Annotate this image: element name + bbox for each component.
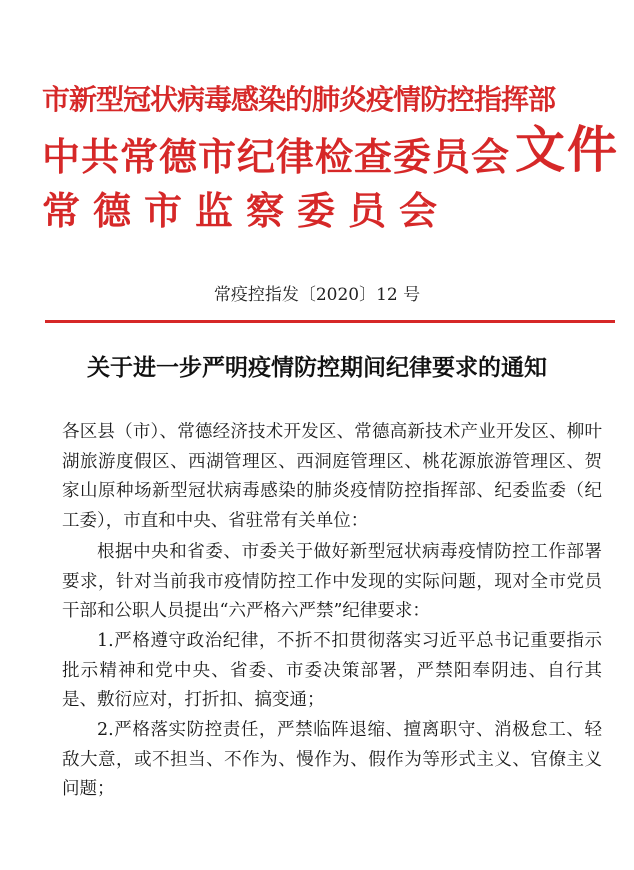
document-title: 关于进一步严明疫情防控期间纪律要求的通知 [87,354,547,381]
issuer-line-1: 市新型冠状病毒感染的肺炎疫情防控指挥部 [42,83,556,116]
body-paragraph-item-1: 1.严格遵守政治纪律，不折不扣贯彻落实习近平总书记重要指示批示精神和党中央、省委、市委决策部署，严禁阳奉阴违、自行其是、敷衍应对，打折扣、搞变通； [62,631,602,710]
red-header [0,0,634,240]
body-paragraph-item-2: 2.严格落实防控责任，严禁临阵退缩、擅离职守、消极怠工、轻敌大意，或不担当、不作为、慢作为、假作为等形式主义、官僚主义问题； [62,720,602,799]
red-divider [45,320,615,323]
recipients-paragraph: 各区县（市）、常德经济技术开发区、常德高新技术产业开发区、柳叶湖旅游度假区、西湖管理区、西洞庭管理区、桃花源旅游管理区、贺家山原种场新型冠状病毒感染的肺炎疫情防控指挥部、纪委监委（纪工委），市直和中央、省驻常有关单位： [62,422,602,531]
issuer-line-3: 常德市监察委员会 [42,188,451,233]
issuer-line-2: 中共常德市纪律检查委员会 [42,134,511,179]
document-number: 常疫控指发〔2020〕12 号 [213,285,421,305]
body-paragraph-intro: 根据中央和省委、市委关于做好新型冠状病毒疫情防控工作部署要求，针对当前我市疫情防控工作中发现的实际问题，现对全市党员干部和公职人员提出“六严格六严禁”纪律要求： [62,542,602,621]
document-word: 文件 [515,120,619,179]
